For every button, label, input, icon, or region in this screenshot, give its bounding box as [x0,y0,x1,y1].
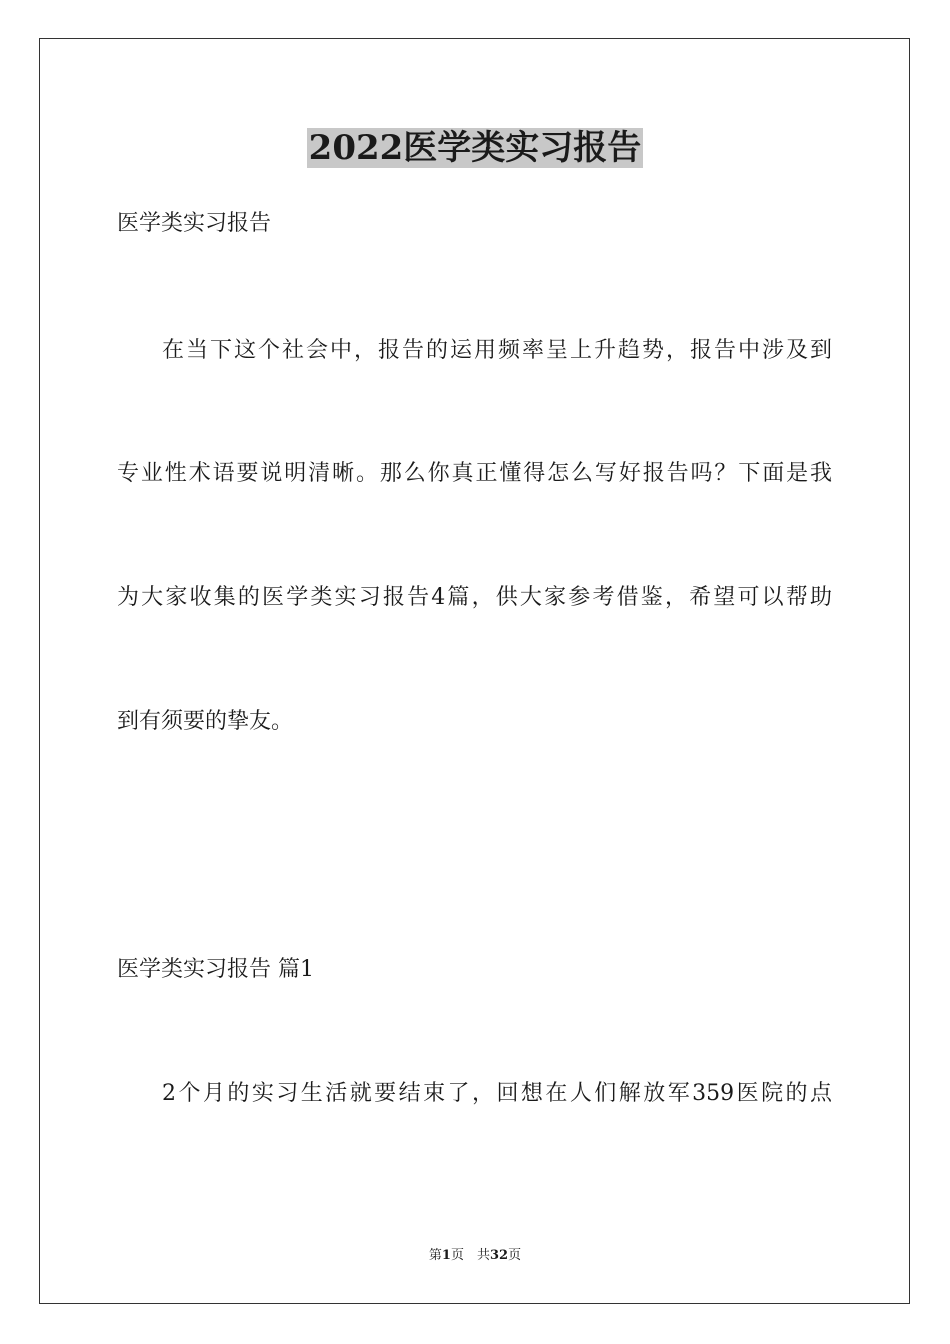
page-footer [0,1247,950,1265]
intro-paragraph-line-4: 到有须要的挚友。 [117,709,294,734]
footer-prefix: 第 [428,1248,442,1263]
document-title-text: 2022医学类实习报告 [308,128,642,168]
document-subtitle: 医学类实习报告 [117,211,272,236]
section-paragraph-line-1: 2个月的实习生活就要结束了，回想在人们解放军359医院的点 [162,1081,832,1106]
section-heading: 医学类实习报告 篇1 [117,957,314,982]
intro-paragraph-line-3: 为大家收集的医学类实习报告4篇，供大家参考借鉴，希望可以帮助 [117,585,832,610]
document-title [0,128,950,168]
footer-total-pages: 32 [489,1248,509,1263]
intro-paragraph-line-2: 专业性术语要说明清晰。那么你真正懂得怎么写好报告吗？下面是我 [117,461,832,486]
footer-suffix: 页 [508,1248,522,1263]
footer-current-page: 1 [441,1248,451,1263]
footer-mid: 页 共 [450,1248,490,1263]
intro-paragraph-line-1: 在当下这个社会中，报告的运用频率呈上升趋势，报告中涉及到 [162,338,832,363]
